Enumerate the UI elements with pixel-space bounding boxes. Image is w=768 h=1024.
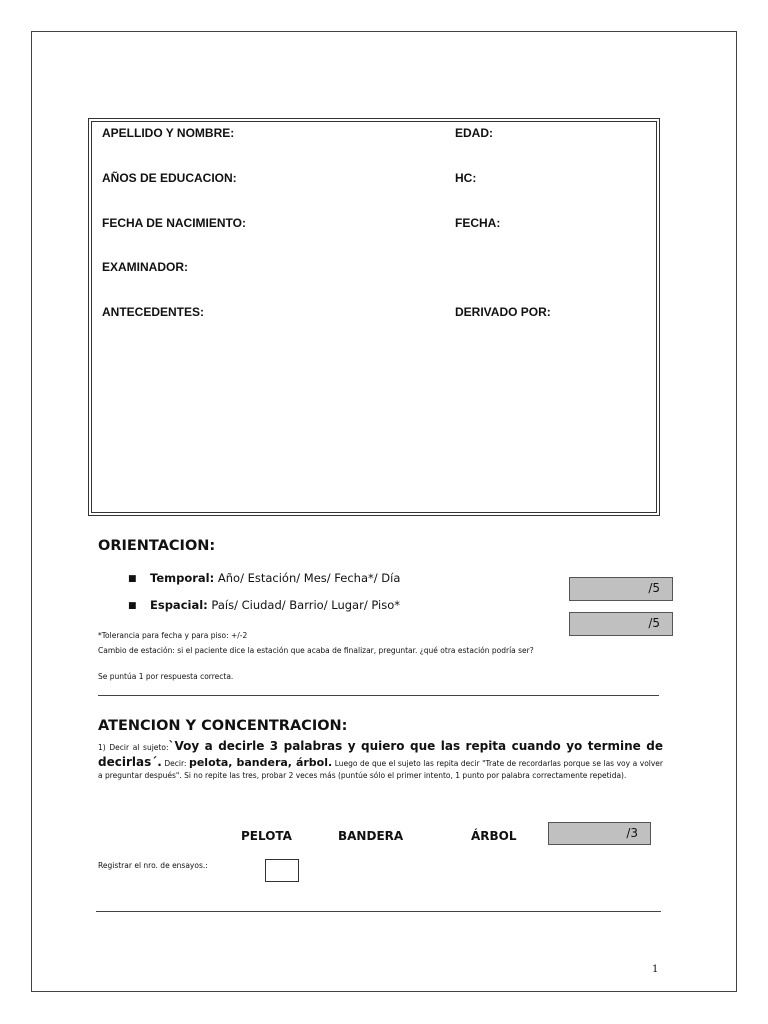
temporal-score-box[interactable]: /5 bbox=[569, 577, 673, 601]
temporal-label: Temporal: bbox=[150, 571, 215, 585]
attention-instructions bbox=[98, 738, 663, 781]
word-pelota: PELOTA bbox=[241, 829, 292, 843]
quote-text: `Voy a decirle 3 palabras y quiero que las repita cuando yo termine de decirlas´. bbox=[98, 739, 663, 769]
section-divider bbox=[98, 695, 659, 696]
season-note: Cambio de estación: si el paciente dice la estación que acaba de finalizar, preguntar. ¿qué otra estación podría ser? bbox=[98, 646, 534, 655]
attention-title: ATENCION Y CONCENTRACION: bbox=[98, 718, 348, 734]
name-field-label: APELLIDO Y NOMBRE: bbox=[102, 126, 235, 140]
bottom-divider bbox=[96, 911, 661, 912]
attention-score-box[interactable]: /3 bbox=[548, 822, 651, 845]
trials-input-box[interactable] bbox=[265, 859, 299, 882]
hc-field-label: HC: bbox=[455, 171, 477, 185]
intro-text: 1) Decir al sujeto: bbox=[98, 743, 169, 752]
education-years-field-label: AÑOS DE EDUCACION: bbox=[102, 171, 237, 185]
say-text: Decir: bbox=[164, 759, 187, 768]
temporal-items: Año/ Estación/ Mes/ Fecha*/ Día bbox=[217, 571, 401, 585]
birth-date-field-label: FECHA DE NACIMIENTO: bbox=[102, 216, 246, 230]
examiner-field-label: EXAMINADOR: bbox=[102, 260, 188, 274]
words-inline-text: pelota, bandera, árbol. bbox=[188, 756, 333, 769]
word-bandera: BANDERA bbox=[338, 829, 404, 843]
orientation-title: ORIENTACION: bbox=[98, 538, 216, 554]
espacial-item bbox=[128, 598, 400, 612]
tolerance-note: *Tolerancia para fecha y para piso: +/-2 bbox=[98, 631, 248, 640]
trials-label: Registrar el nro. de ensayos.: bbox=[98, 861, 208, 870]
espacial-score-box[interactable]: /5 bbox=[569, 612, 673, 636]
bullet-icon: ■ bbox=[128, 601, 137, 611]
instructions-text: Luego de que el sujeto las repita decir "Trate de recordarlas porque se las voy a volver a preguntar después". Si no repite las tres, probar 2 veces más (puntúe sólo el primer intento, 1 punto por palabra correctamente repetida). bbox=[98, 759, 663, 780]
word-arbol: ÁRBOL bbox=[471, 829, 517, 843]
scoring-note: Se puntúa 1 por respuesta correcta. bbox=[98, 672, 234, 681]
page-number: 1 bbox=[652, 964, 659, 975]
age-field-label: EDAD: bbox=[455, 126, 493, 140]
date-field-label: FECHA: bbox=[455, 216, 501, 230]
bullet-icon: ■ bbox=[128, 574, 137, 584]
referred-by-field-label: DERIVADO POR: bbox=[455, 305, 551, 319]
background-field-label: ANTECEDENTES: bbox=[102, 305, 205, 319]
temporal-item bbox=[128, 571, 400, 585]
espacial-items: País/ Ciudad/ Barrio/ Lugar/ Piso* bbox=[211, 598, 400, 612]
espacial-label: Espacial: bbox=[150, 598, 208, 612]
